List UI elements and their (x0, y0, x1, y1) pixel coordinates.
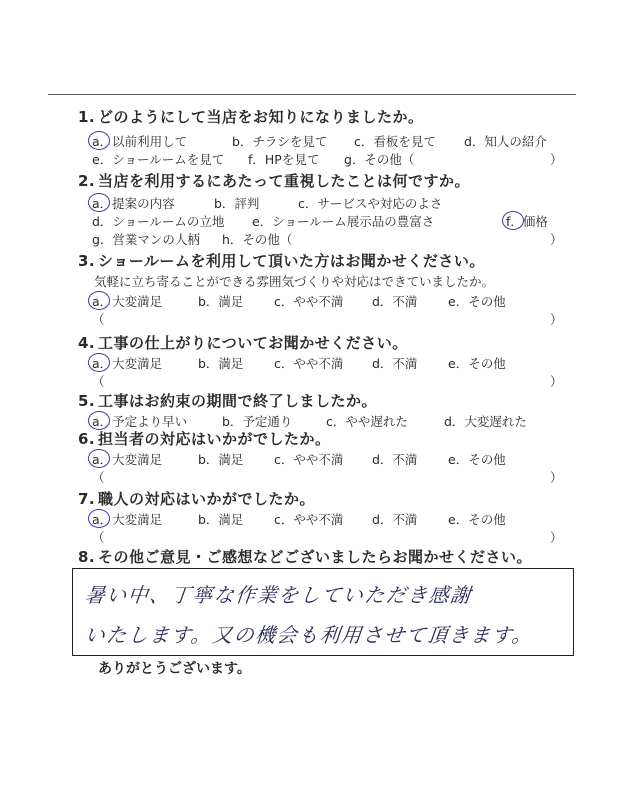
question-6: 6. 担当者の対応はいかがでしたか。 (78, 430, 331, 448)
q1-option-g[interactable]: g．その他（ (344, 152, 415, 167)
q6-paren-open: （ (92, 470, 105, 485)
q1-option-b[interactable]: b．チラシを見て (232, 134, 328, 149)
q7-option-d[interactable]: d．不満 (372, 512, 418, 527)
q2-option-a[interactable]: a．提案の内容 (92, 196, 175, 211)
q4-option-c[interactable]: c．やや不満 (274, 356, 344, 371)
q3-paren-close: ） (550, 312, 563, 327)
q5-option-b[interactable]: b．予定通り (222, 414, 293, 429)
q1-option-c[interactable]: c．看板を見て (354, 134, 436, 149)
q2-selected-circle-f (502, 211, 524, 230)
question-4: 4. 工事の仕上がりについてお聞かせください。 (78, 334, 408, 352)
q2-option-g[interactable]: g．営業マンの人柄 (92, 232, 200, 247)
q2-paren-close: ） (550, 232, 563, 247)
q2-option-h[interactable]: h．その他（ (222, 232, 293, 247)
q6-option-e[interactable]: e．その他 (448, 452, 506, 467)
q1-option-f[interactable]: f．HPを見て (248, 152, 320, 167)
q2-option-f[interactable]: f．価格 (506, 214, 548, 229)
q5-option-c[interactable]: c．やや遅れた (326, 414, 408, 429)
q3-paren-open: （ (92, 312, 105, 327)
q2-selected-circle-a (88, 193, 110, 212)
closing-thanks: ありがとうございます。 (98, 661, 251, 677)
q4-option-e[interactable]: e．その他 (448, 356, 506, 371)
q3-option-c[interactable]: c．やや不満 (274, 294, 344, 309)
question-1: 1. どのようにして当店をお知りになりましたか。 (78, 108, 424, 126)
q6-option-d[interactable]: d．不満 (372, 452, 418, 467)
q3-option-e[interactable]: e．その他 (448, 294, 506, 309)
q7-paren-open: （ (92, 530, 105, 545)
question-8: 8. その他ご意見・ご感想などございましたらお聞かせください。 (78, 548, 533, 566)
comment-line-1: 暑い中、丁寧な作業をしていただき感謝 (83, 583, 474, 607)
q7-paren-close: ） (550, 530, 563, 545)
q4-option-d[interactable]: d．不満 (372, 356, 418, 371)
q2-option-e[interactable]: e．ショールーム展示品の豊富さ (252, 214, 435, 229)
q7-option-a[interactable]: a．大変満足 (92, 512, 163, 527)
q1-option-e[interactable]: e．ショールームを見て (92, 152, 225, 167)
q1-selected-circle (88, 131, 110, 150)
q3-selected-circle (88, 291, 110, 310)
survey-sheet (48, 94, 576, 696)
q3-option-a[interactable]: a．大変満足 (92, 294, 163, 309)
q5-option-a[interactable]: a．予定より早い (92, 414, 188, 429)
q2-option-c[interactable]: c．サービスや対応のよさ (298, 196, 443, 211)
question-2: 2. 当店を利用するにあたって重視したことは何ですか。 (78, 172, 471, 190)
q6-selected-circle (88, 449, 110, 468)
comment-box[interactable] (72, 568, 574, 656)
q5-option-d[interactable]: d．大変遅れた (444, 414, 527, 429)
q2-option-b[interactable]: b．評判 (214, 196, 260, 211)
q1-paren-close: ） (550, 152, 563, 167)
question-7: 7. 職人の対応はいかがでしたか。 (78, 490, 316, 508)
question-3: 3. ショールームを利用して頂いた方はお聞かせください。 (78, 252, 485, 270)
q7-option-b[interactable]: b．満足 (198, 512, 244, 527)
q6-paren-close: ） (550, 470, 563, 485)
comment-line-2: いたします。又の機会も利用させて頂きます。 (83, 623, 535, 647)
q3-subtext: 気軽に立ち寄ることができる雰囲気づくりや対応はできていましたか。 (94, 274, 495, 289)
q4-option-a[interactable]: a．大変満足 (92, 356, 163, 371)
q7-selected-circle (88, 509, 110, 528)
q3-option-d[interactable]: d．不満 (372, 294, 418, 309)
q2-option-d[interactable]: d．ショールームの立地 (92, 214, 225, 229)
top-rule (48, 94, 576, 95)
q1-option-d[interactable]: d．知人の紹介 (464, 134, 547, 149)
q4-selected-circle (88, 353, 110, 372)
q4-paren-close: ） (550, 374, 563, 389)
q4-option-b[interactable]: b．満足 (198, 356, 244, 371)
q6-option-a[interactable]: a．大変満足 (92, 452, 163, 467)
question-5: 5. 工事はお約束の期間で終了しましたか。 (78, 392, 378, 410)
q3-option-b[interactable]: b．満足 (198, 294, 244, 309)
q7-option-c[interactable]: c．やや不満 (274, 512, 344, 527)
q6-option-b[interactable]: b．満足 (198, 452, 244, 467)
q6-option-c[interactable]: c．やや不満 (274, 452, 344, 467)
q1-option-a[interactable]: a．以前利用して (92, 134, 188, 149)
q4-paren-open: （ (92, 374, 105, 389)
q7-option-e[interactable]: e．その他 (448, 512, 506, 527)
